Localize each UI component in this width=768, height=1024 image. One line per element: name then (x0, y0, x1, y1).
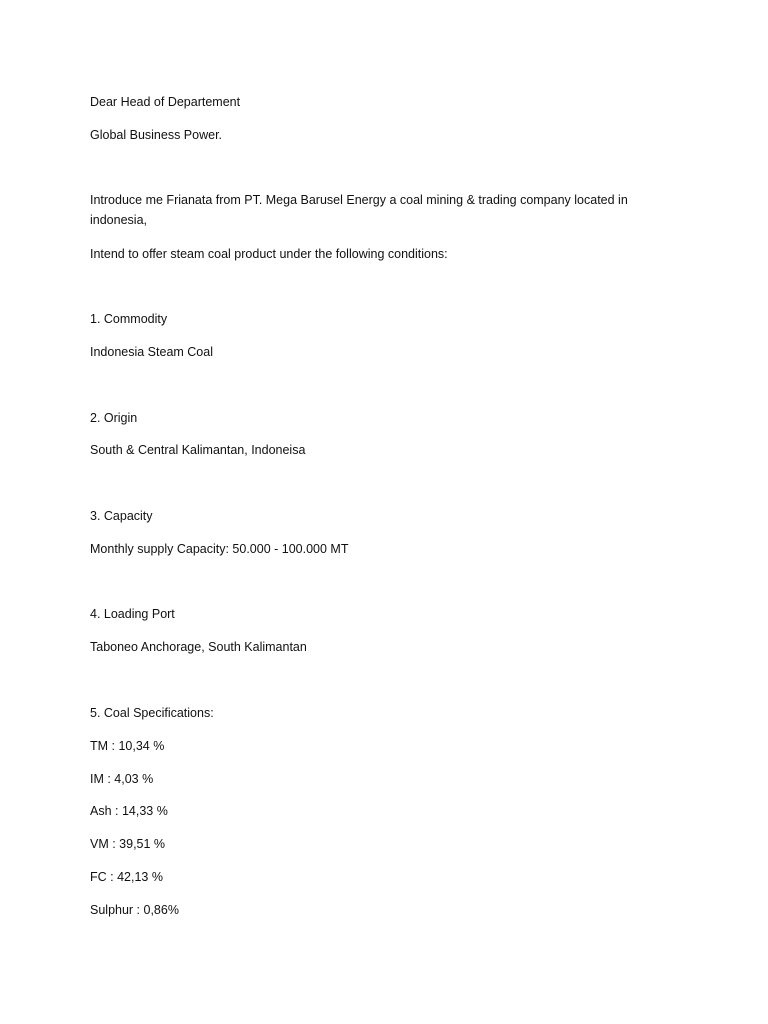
specs-heading: 5. Coal Specifications: (90, 706, 214, 720)
origin-value: South & Central Kalimantan, Indoneisa (90, 443, 306, 457)
loading-port-value: Taboneo Anchorage, South Kalimantan (90, 640, 307, 654)
commodity-value: Indonesia Steam Coal (90, 345, 213, 359)
spec-item-tm: TM : 10,34 % (90, 739, 165, 753)
spec-item-fc: FC : 42,13 % (90, 870, 163, 884)
spec-item-vm: VM : 39,51 % (90, 837, 166, 851)
intent-paragraph: Intend to offer steam coal product under the following conditions: (90, 247, 448, 261)
intro-paragraph: Introduce me Frianata from PT. Mega Barusel Energy a coal mining & trading company located in indonesia, (90, 193, 628, 227)
commodity-heading: 1. Commodity (90, 312, 168, 326)
spec-item-ash: Ash : 14,33 % (90, 804, 168, 818)
loading-port-heading: 4. Loading Port (90, 607, 175, 621)
capacity-heading: 3. Capacity (90, 509, 153, 523)
salutation: Dear Head of Departement (90, 95, 241, 109)
origin-heading: 2. Origin (90, 411, 138, 425)
spec-item-im: IM : 4,03 % (90, 772, 154, 786)
spec-item-sulphur: Sulphur : 0,86% (90, 903, 179, 917)
capacity-value: Monthly supply Capacity: 50.000 - 100.000 MT (90, 542, 349, 556)
recipient: Global Business Power. (90, 128, 223, 142)
